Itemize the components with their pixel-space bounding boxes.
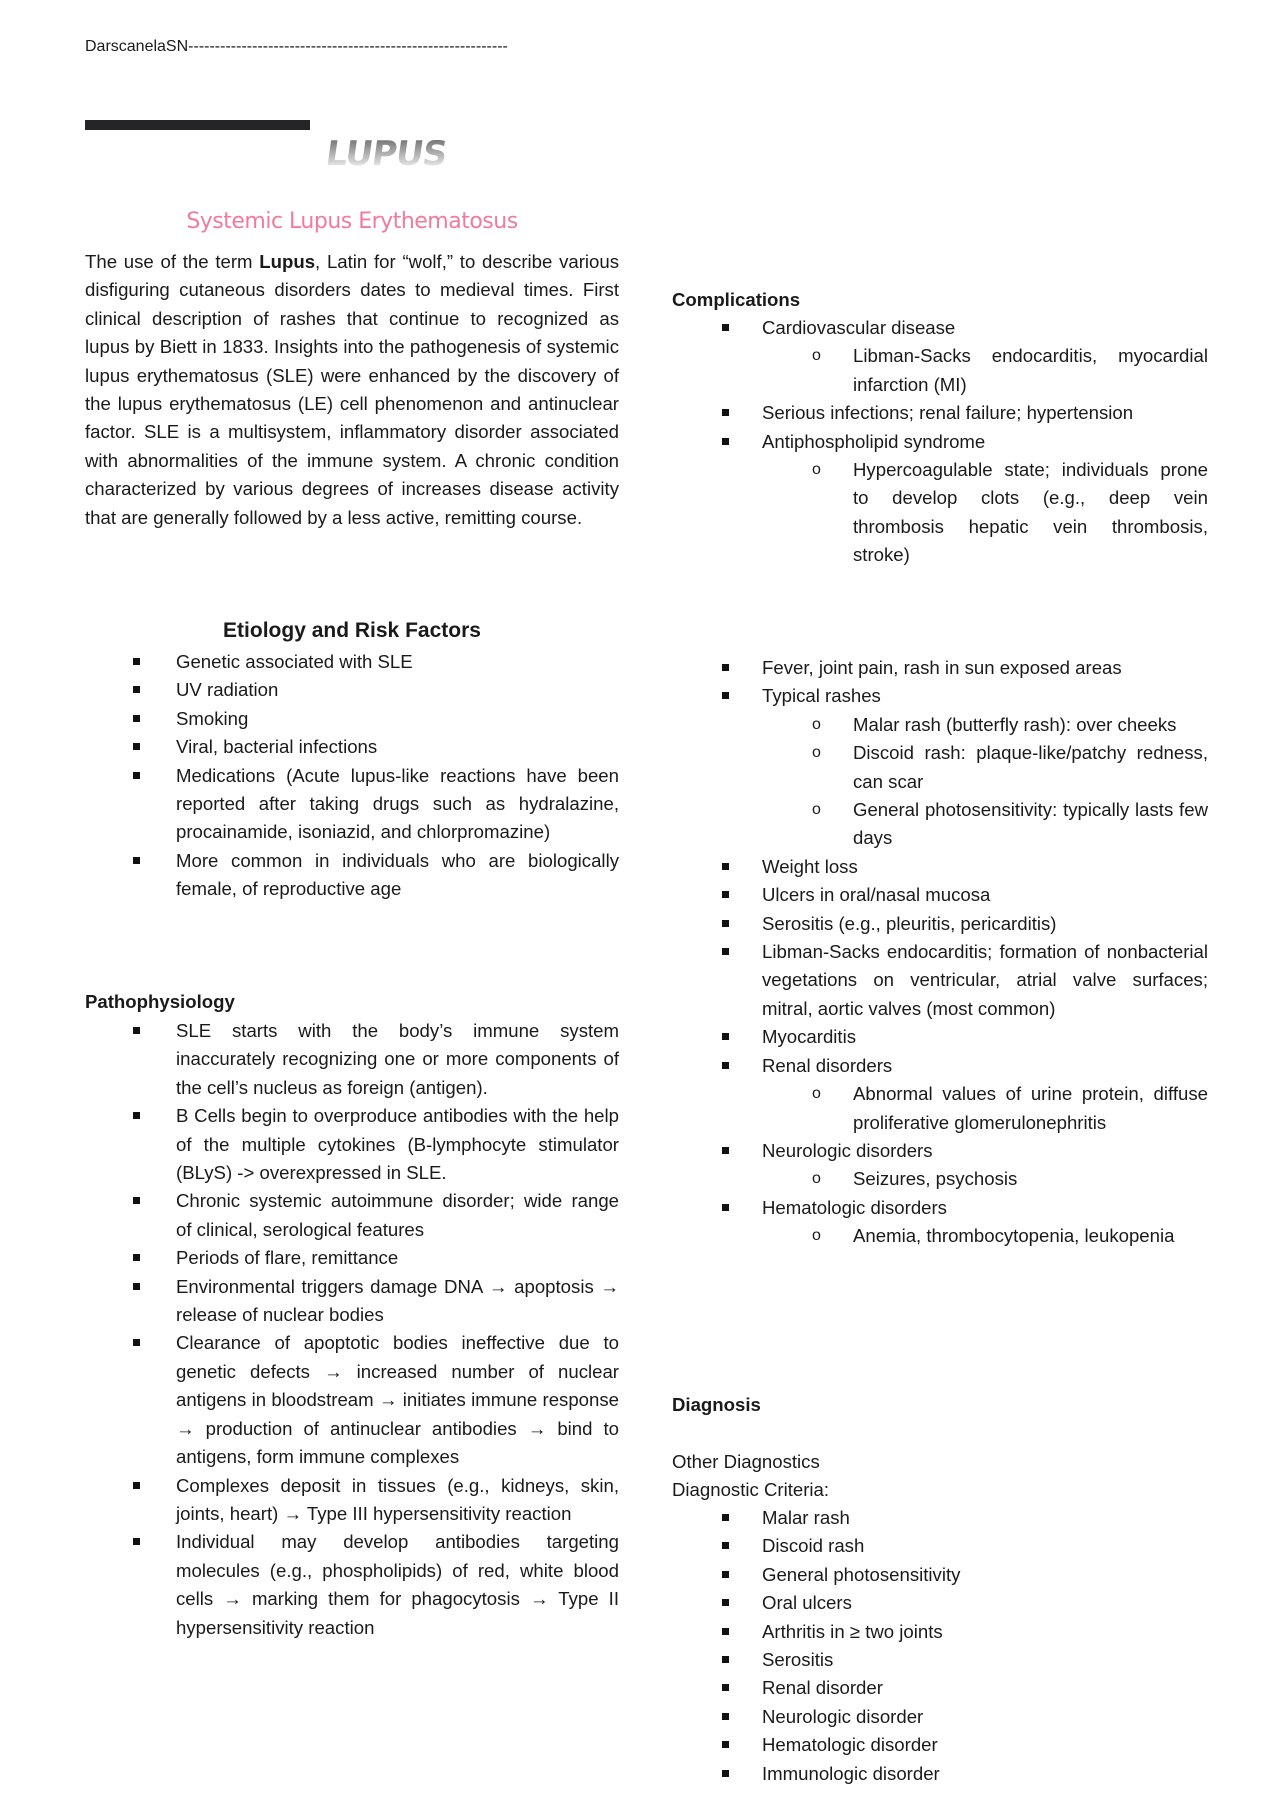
intro-bold-term: Lupus <box>259 251 316 272</box>
list-item: o Anemia, thrombocytopenia, leukopenia <box>672 1222 1208 1250</box>
etiology-heading: Etiology and Risk Factors <box>223 619 481 642</box>
list-item: Neurologic disorders <box>672 1137 1208 1165</box>
page-title: Systemic Lupus Erythematosus <box>186 209 518 234</box>
other-diagnostics-label: Other Diagnostics <box>672 1451 820 1472</box>
decorative-bar <box>85 120 310 130</box>
list-item: Renal disorders <box>672 1052 1208 1080</box>
complications-heading: Complications <box>672 289 801 310</box>
list-item: SLE starts with the body’s immune system inaccurately recognizing one or more components of the cell’s nucleus as foreign (antigen). <box>85 1017 619 1102</box>
list-item: Arthritis in ≥ two joints <box>672 1618 1208 1646</box>
list-item: Serositis (e.g., pleuritis, pericarditis) <box>672 910 1208 938</box>
list-item: Serious infections; renal failure; hypertension <box>672 399 1208 427</box>
list-item: Cardiovascular disease <box>672 314 1208 342</box>
list-item: Renal disorder <box>672 1674 1208 1702</box>
list-item: o Abnormal values of urine protein, diffuse proliferative glomerulonephritis <box>672 1080 1208 1137</box>
list-item: B Cells begin to overproduce antibodies with the help of the multiple cytokines (B-lymphocyte stimulator (BLyS) -> overexpressed in SLE. <box>85 1102 619 1187</box>
manifestations-list <box>672 654 1208 1251</box>
list-item: Hematologic disorder <box>672 1731 1208 1759</box>
list-item: Antiphospholipid syndrome <box>672 428 1208 456</box>
list-item: Weight loss <box>672 853 1208 881</box>
list-item: o Discoid rash: plaque-like/patchy redness, can scar <box>672 739 1208 796</box>
diagnosis-heading: Diagnosis <box>672 1394 761 1415</box>
list-item: Genetic associated with SLE <box>85 648 619 676</box>
list-item: Typical rashes <box>672 682 1208 710</box>
list-item: Libman-Sacks endocarditis; formation of nonbacterial vegetations on ventricular, atrial valve surfaces; mitral, aortic valves (most common) <box>672 938 1208 1023</box>
list-item: Environmental triggers damage DNA → apoptosis → release of nuclear bodies <box>85 1273 619 1330</box>
intro-text-rest: , Latin for “wolf,” to describe various disfiguring cutaneous disorders dates to medieval times. First clinical description of rashes that continue to recognized as lupus by Biett in 1833. Insights into the pathogenesis of systemic lupus erythematosus (SLE) were enhanced by the discovery of the lupus erythematosus (LE) cell phenomenon and antinuclear factor. SLE is a multisystem, inflammatory disorder associated with abnormalities of the immune system. A chronic condition characterized by various degrees of increases disease activity that are generally followed by a less active, remitting course. <box>85 251 620 528</box>
list-item: Malar rash <box>672 1504 1208 1532</box>
list-item: o Libman-Sacks endocarditis, myocardial infarction (MI) <box>672 342 1208 399</box>
diagnostic-criteria-label: Diagnostic Criteria: <box>672 1479 830 1500</box>
etiology-list <box>85 648 619 904</box>
list-item: Smoking <box>85 705 619 733</box>
decorative-logo-title: LUPUS <box>323 134 449 174</box>
list-item: UV radiation <box>85 676 619 704</box>
list-item: Chronic systemic autoimmune disorder; wide range of clinical, serological features <box>85 1187 619 1244</box>
list-item: o Hypercoagulable state; individuals prone to develop clots (e.g., deep vein thrombosis hepatic vein thrombosis, stroke) <box>672 456 1208 570</box>
pathophysiology-list <box>85 1017 619 1642</box>
list-item: o Seizures, psychosis <box>672 1165 1208 1193</box>
pathophysiology-heading: Pathophysiology <box>85 991 235 1012</box>
complications-list <box>672 314 1208 570</box>
list-item: More common in individuals who are biologically female, of reproductive age <box>85 847 619 904</box>
list-item: Oral ulcers <box>672 1589 1208 1617</box>
list-item: General photosensitivity <box>672 1561 1208 1589</box>
list-item: Medications (Acute lupus-like reactions have been reported after taking drugs such as hydralazine, procainamide, isoniazid, and chlorpromazine) <box>85 762 619 847</box>
list-item: Discoid rash <box>672 1532 1208 1560</box>
diagnostic-criteria-list <box>672 1504 1208 1788</box>
list-item: Myocarditis <box>672 1023 1208 1051</box>
list-item: Complexes deposit in tissues (e.g., kidneys, skin, joints, heart) → Type III hypersensitivity reaction <box>85 1472 619 1529</box>
list-item: Serositis <box>672 1646 1208 1674</box>
list-item: Periods of flare, remittance <box>85 1244 619 1272</box>
list-item: Clearance of apoptotic bodies ineffective due to genetic defects → increased number of nuclear antigens in bloodstream → initiates immune response → production of antinuclear antibodies → bind to antigens, form immune complexes <box>85 1329 619 1471</box>
list-item: Fever, joint pain, rash in sun exposed areas <box>672 654 1208 682</box>
list-item: Ulcers in oral/nasal mucosa <box>672 881 1208 909</box>
intro-text: The use of the term <box>85 251 260 272</box>
list-item: Hematologic disorders <box>672 1194 1208 1222</box>
document-header-author: DarscanelaSN------------------------------------------------------------ <box>85 38 508 55</box>
list-item: Individual may develop antibodies targeting molecules (e.g., phospholipids) of red, white blood cells → marking them for phagocytosis → Type II hypersensitivity reaction <box>85 1528 619 1642</box>
list-item: Viral, bacterial infections <box>85 733 619 761</box>
list-item: Immunologic disorder <box>672 1760 1208 1788</box>
list-item: o General photosensitivity: typically lasts few days <box>672 796 1208 853</box>
list-item: o Malar rash (butterfly rash): over cheeks <box>672 711 1208 739</box>
list-item: Neurologic disorder <box>672 1703 1208 1731</box>
intro-paragraph <box>85 248 619 532</box>
